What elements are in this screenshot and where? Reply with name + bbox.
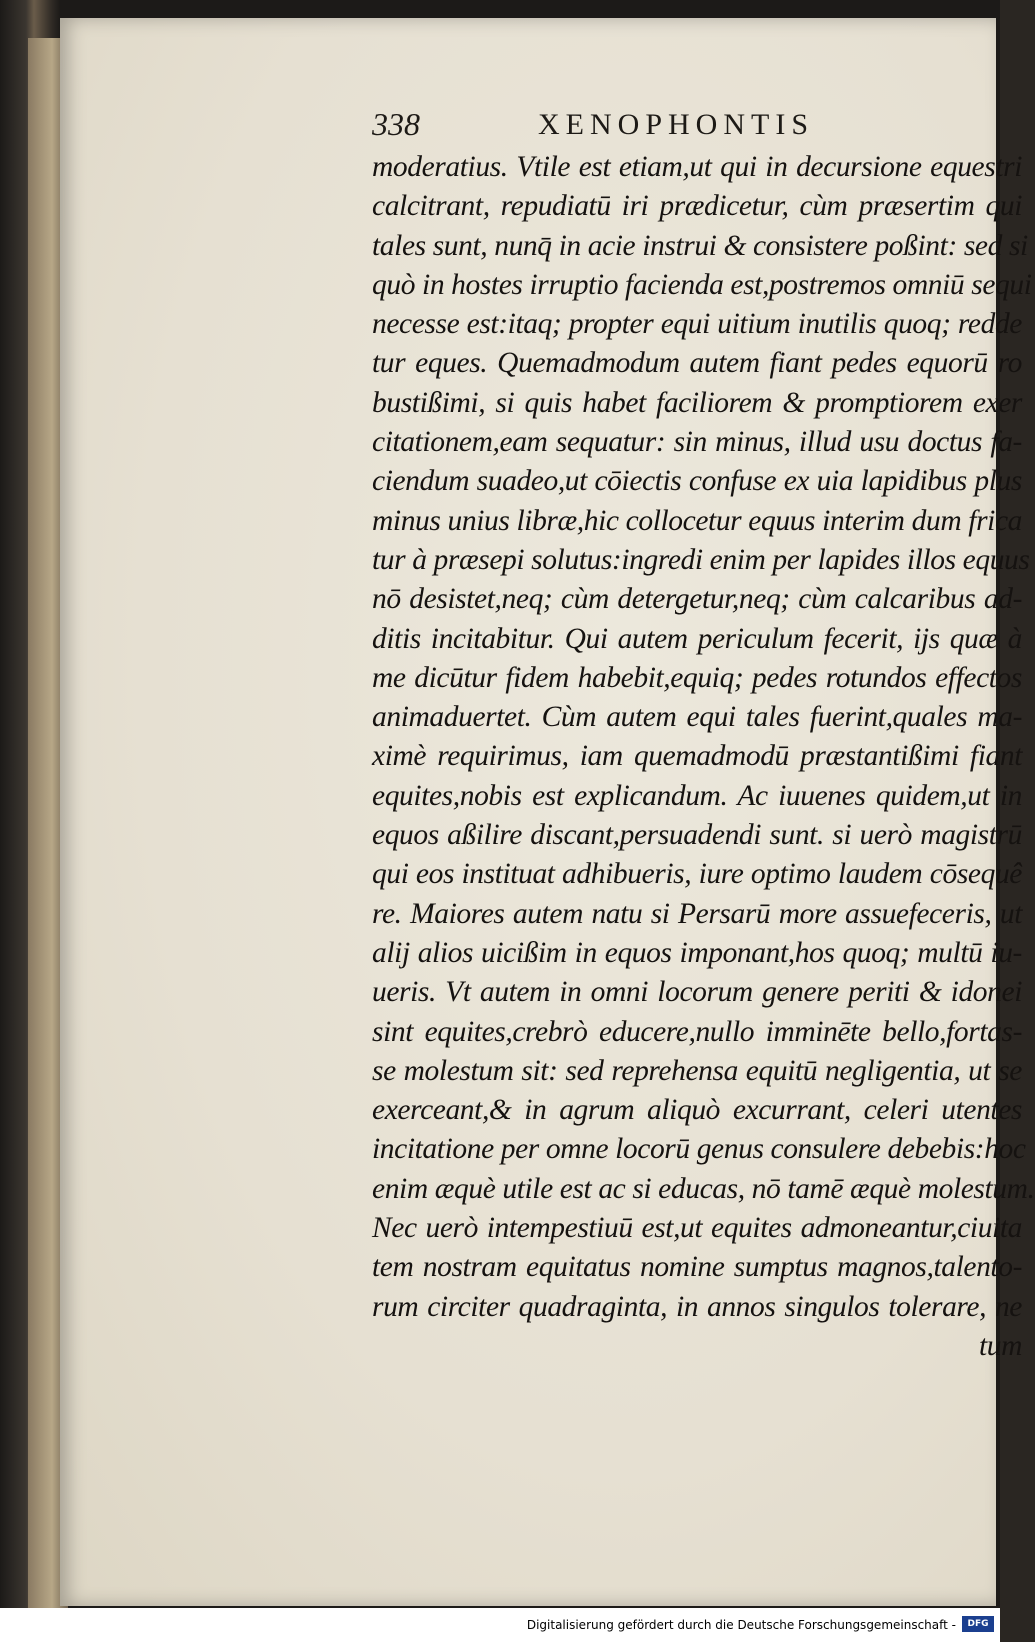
page-content	[310, 96, 1035, 1362]
text-line: moderatius. Vtile est etiam,ut qui in decursione equestri	[372, 151, 1022, 183]
text-line: minus unius libræ,hic collocetur equus interim dum frica	[372, 504, 1022, 537]
text-line: ueris. Vt autem in omni locorum genere periti & idonei	[372, 976, 1022, 1009]
dfg-logo: DFG	[962, 1616, 994, 1632]
text-line: tem nostram equitatus nomine sumptus magnos,talento-	[372, 1251, 1022, 1284]
digitization-footer	[0, 1608, 1000, 1642]
text-line: equos aßilire discant,persuadendi sunt. si uerò magistrū	[372, 819, 1022, 852]
text-line: enim æquè utile est ac si educas, nō tamē æquè molestum.	[372, 1172, 1035, 1205]
text-line: necesse est:itaq; propter equi uitium inutilis quoq; redde	[372, 308, 1022, 341]
text-line: tales sunt, nunq̄ in acie instrui & consistere poßint: sed si	[372, 229, 1028, 262]
text-line: se molestum sit: sed reprehensa equitū negligentia, ut se	[372, 1054, 1022, 1087]
text-line: nō desistet,neq; cùm detergetur,neq; cùm calcaribus ad-	[372, 583, 1022, 616]
text-line: sint equites,crebrò educere,nullo imminēte bello,fortas-	[372, 1015, 1022, 1048]
text-line: tur eques. Quemadmodum autem fiant pedes equorū ro	[372, 347, 1022, 380]
text-block	[372, 148, 1035, 1366]
text-line: equites,nobis est explicandum. Ac iuuenes quidem,ut in	[372, 779, 1022, 812]
text-line: tur à præsepi solutus:ingredi enim per lapides illos equus	[372, 543, 1030, 576]
text-line: re. Maiores autem natu si Persarū more assuefeceris, ut	[372, 897, 1022, 930]
page-number: 338	[372, 106, 420, 142]
text-line: me dicūtur fidem habebit,equiq; pedes rotundos effectos	[372, 661, 1022, 694]
page-header	[310, 96, 1028, 142]
text-line: qui eos instituat adhibueris, iure optimo laudem cōsequê	[372, 858, 1022, 891]
text-line: bustißimi, si quis habet faciliorem & promptiorem exer	[372, 386, 1022, 419]
book-page	[60, 18, 1035, 1606]
text-line: alij alios uicißim in equos imponant,hos quoq; multū iu-	[372, 936, 1022, 969]
text-line: quò in hostes irruptio facienda est,postremos omniū sequi	[372, 268, 1032, 301]
text-line: exerceant,& in agrum aliquò excurrant, celeri utentes	[372, 1094, 1022, 1127]
text-line: animaduertet. Cùm autem equi tales fuerint,quales ma-	[372, 701, 1022, 734]
text-line: incitatione per omne locorū genus consulere debebis:hoc	[372, 1133, 1026, 1166]
catchword: tum	[978, 1329, 1022, 1362]
text-line: ditis incitabitur. Qui autem periculum fecerit, ijs quæ à	[372, 622, 1022, 655]
text-line: calcitrant, repudiatū iri prædicetur, cùm præsertim qui	[372, 190, 1022, 223]
text-line: ciendum suadeo,ut cōiectis confuse ex uia lapidibus plus	[372, 465, 1022, 498]
running-head: XENOPHONTIS	[538, 108, 814, 141]
funding-credit: Digitalisierung gefördert durch die Deutsche Forschungsgemeinschaft -	[526, 1618, 956, 1632]
text-line: citationem,eam sequatur: sin minus, illud usu doctus fa-	[372, 426, 1022, 459]
text-line: ximè requirimus, iam quemadmodū præstantißimi fiant	[372, 740, 1022, 773]
text-line: rum circiter quadraginta, in annos singulos tolerare, ne	[372, 1290, 1022, 1323]
text-line: Nec uerò intempestiuū est,ut equites admoneantur,ciuita	[372, 1212, 1022, 1245]
